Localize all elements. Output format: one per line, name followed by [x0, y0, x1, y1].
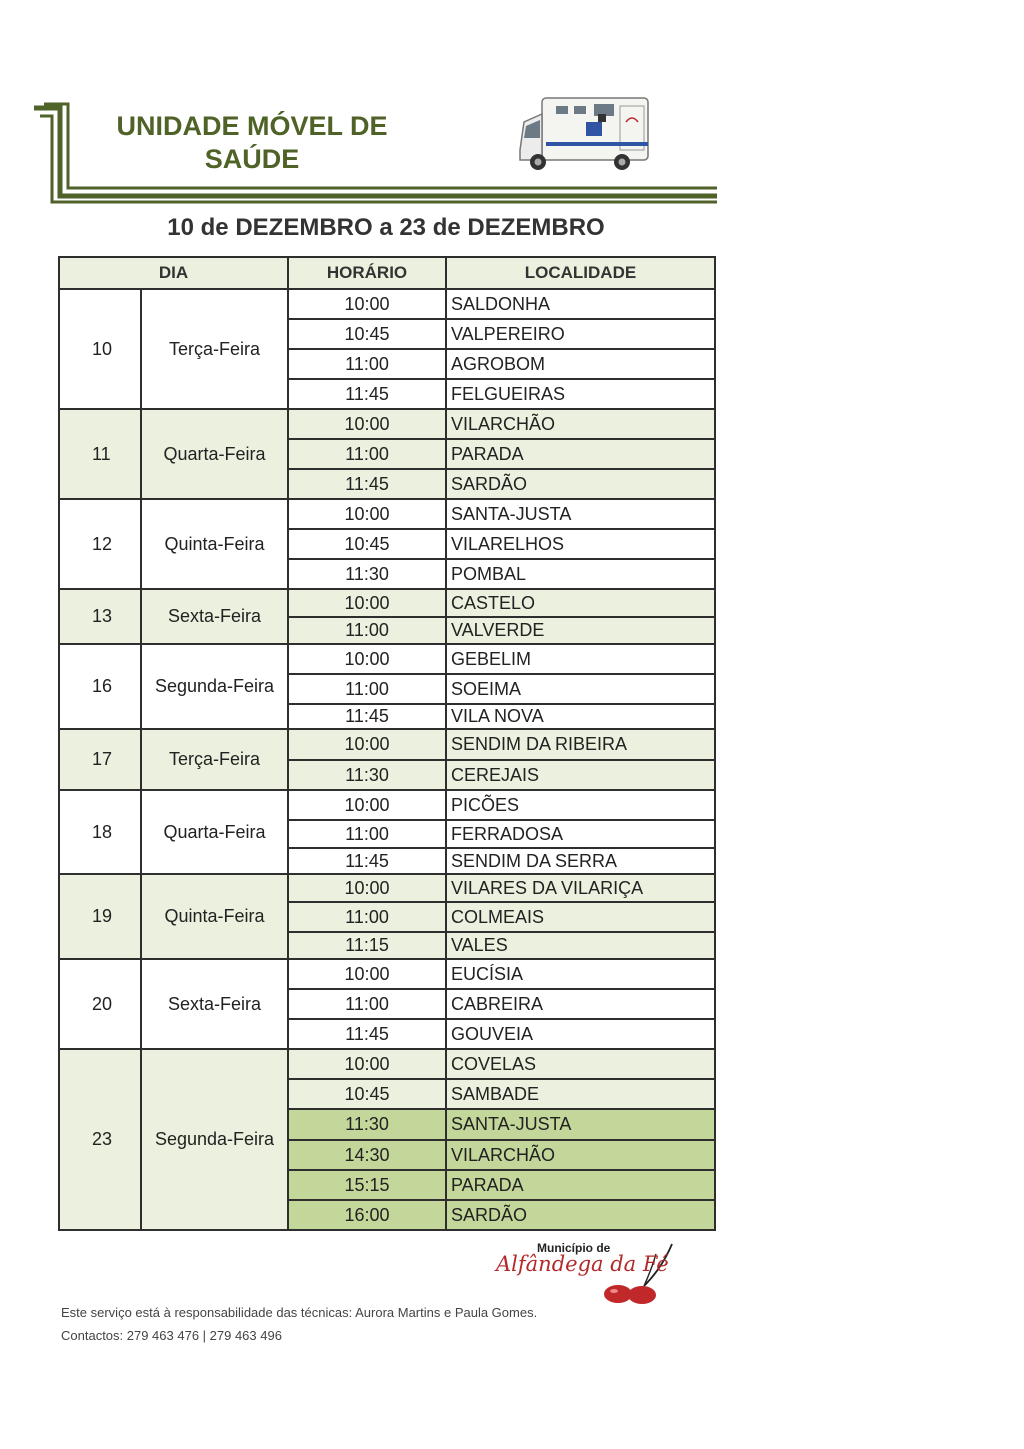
weekday-cell: Quarta-Feira	[141, 409, 288, 499]
location-cell: GOUVEIA	[446, 1019, 715, 1049]
location-cell: VILA NOVA	[446, 704, 715, 729]
time-cell: 14:30	[288, 1140, 446, 1170]
location-cell: PICÕES	[446, 790, 715, 820]
day-number-cell: 18	[59, 790, 141, 874]
time-cell: 11:00	[288, 902, 446, 932]
location-cell: VILARES DA VILARIÇA	[446, 874, 715, 902]
schedule-body	[59, 289, 715, 1230]
weekday-cell: Quinta-Feira	[141, 499, 288, 589]
location-cell: CEREJAIS	[446, 760, 715, 790]
time-cell: 10:00	[288, 790, 446, 820]
time-cell: 10:00	[288, 589, 446, 617]
time-cell: 10:45	[288, 1079, 446, 1109]
table-row	[59, 1049, 715, 1079]
weekday-cell: Segunda-Feira	[141, 644, 288, 729]
weekday-cell: Quinta-Feira	[141, 874, 288, 959]
time-cell: 10:45	[288, 319, 446, 349]
header-localidade: LOCALIDADE	[446, 257, 715, 289]
schedule-table	[58, 256, 716, 1231]
day-number-cell: 20	[59, 959, 141, 1049]
time-cell: 11:00	[288, 989, 446, 1019]
day-number-cell: 10	[59, 289, 141, 409]
time-cell: 11:45	[288, 704, 446, 729]
table-row	[59, 409, 715, 439]
logo-top-text: Município de	[537, 1241, 611, 1255]
time-cell: 10:00	[288, 729, 446, 760]
location-cell: SOEIMA	[446, 674, 715, 704]
location-cell: COVELAS	[446, 1049, 715, 1079]
time-cell: 10:00	[288, 1049, 446, 1079]
location-cell: PARADA	[446, 439, 715, 469]
table-row	[59, 874, 715, 902]
weekday-cell: Sexta-Feira	[141, 959, 288, 1049]
location-cell: VILARELHOS	[446, 529, 715, 559]
weekday-cell: Sexta-Feira	[141, 589, 288, 644]
location-cell: FERRADOSA	[446, 820, 715, 848]
mobile-unit-vehicle-icon	[516, 92, 652, 174]
location-cell: VALPEREIRO	[446, 319, 715, 349]
table-row	[59, 959, 715, 989]
weekday-cell: Terça-Feira	[141, 729, 288, 790]
table-row	[59, 589, 715, 617]
time-cell: 11:45	[288, 379, 446, 409]
time-cell: 10:00	[288, 289, 446, 319]
location-cell: SANTA-JUSTA	[446, 1109, 715, 1140]
time-cell: 10:45	[288, 529, 446, 559]
location-cell: AGROBOM	[446, 349, 715, 379]
time-cell: 11:30	[288, 1109, 446, 1140]
location-cell: GEBELIM	[446, 644, 715, 674]
time-cell: 11:45	[288, 1019, 446, 1049]
location-cell: EUCÍSIA	[446, 959, 715, 989]
time-cell: 10:00	[288, 959, 446, 989]
location-cell: SALDONHA	[446, 289, 715, 319]
table-row	[59, 790, 715, 820]
location-cell: PARADA	[446, 1170, 715, 1200]
time-cell: 10:00	[288, 499, 446, 529]
time-cell: 11:00	[288, 349, 446, 379]
day-number-cell: 16	[59, 644, 141, 729]
table-row	[59, 644, 715, 674]
time-cell: 11:30	[288, 760, 446, 790]
weekday-cell: Quarta-Feira	[141, 790, 288, 874]
time-cell: 15:15	[288, 1170, 446, 1200]
location-cell: VALES	[446, 932, 715, 959]
time-cell: 11:30	[288, 559, 446, 589]
day-number-cell: 13	[59, 589, 141, 644]
header-dia: DIA	[59, 257, 288, 289]
table-header-row	[59, 257, 715, 289]
table-row	[59, 289, 715, 319]
location-cell: VALVERDE	[446, 617, 715, 644]
weekday-cell: Terça-Feira	[141, 289, 288, 409]
location-cell: SAMBADE	[446, 1079, 715, 1109]
logo-main-text: Alfândega da Fé	[496, 1252, 669, 1276]
location-cell: SARDÃO	[446, 469, 715, 499]
time-cell: 16:00	[288, 1200, 446, 1230]
day-number-cell: 12	[59, 499, 141, 589]
day-number-cell: 17	[59, 729, 141, 790]
time-cell: 11:00	[288, 439, 446, 469]
footer-responsibility: Este serviço está à responsabilidade das técnicas: Aurora Martins e Paula Gomes.	[61, 1305, 538, 1320]
location-cell: SENDIM DA RIBEIRA	[446, 729, 715, 760]
footer-contacts: Contactos: 279 463 476 | 279 463 496	[61, 1328, 282, 1343]
location-cell: COLMEAIS	[446, 902, 715, 932]
time-cell: 11:45	[288, 469, 446, 499]
time-cell: 11:45	[288, 848, 446, 874]
day-number-cell: 23	[59, 1049, 141, 1230]
location-cell: CASTELO	[446, 589, 715, 617]
time-cell: 10:00	[288, 409, 446, 439]
location-cell: SARDÃO	[446, 1200, 715, 1230]
time-cell: 10:00	[288, 644, 446, 674]
time-cell: 11:00	[288, 820, 446, 848]
location-cell: VILARCHÃO	[446, 409, 715, 439]
day-number-cell: 11	[59, 409, 141, 499]
weekday-cell: Segunda-Feira	[141, 1049, 288, 1230]
table-row	[59, 499, 715, 529]
location-cell: POMBAL	[446, 559, 715, 589]
time-cell: 11:00	[288, 674, 446, 704]
time-cell: 11:15	[288, 932, 446, 959]
location-cell: VILARCHÃO	[446, 1140, 715, 1170]
location-cell: SENDIM DA SERRA	[446, 848, 715, 874]
time-cell: 10:00	[288, 874, 446, 902]
location-cell: SANTA-JUSTA	[446, 499, 715, 529]
header-horario: HORÁRIO	[288, 257, 446, 289]
time-cell: 11:00	[288, 617, 446, 644]
location-cell: CABREIRA	[446, 989, 715, 1019]
page-title: UNIDADE MÓVEL DE SAÚDE	[116, 111, 388, 174]
day-number-cell: 19	[59, 874, 141, 959]
date-range-heading: 10 de DEZEMBRO a 23 de DEZEMBRO	[167, 214, 605, 241]
location-cell: FELGUEIRAS	[446, 379, 715, 409]
table-row	[59, 729, 715, 760]
